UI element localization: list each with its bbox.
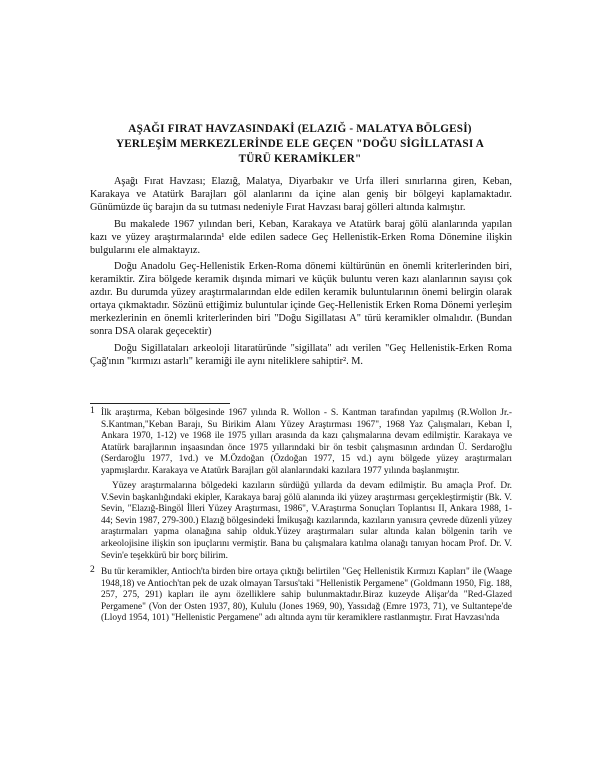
footnote-number: 1 bbox=[90, 406, 95, 416]
article-title bbox=[90, 122, 510, 167]
footnotes bbox=[90, 408, 512, 625]
footnote-2 bbox=[90, 567, 512, 625]
footnote-number: 2 bbox=[90, 565, 95, 576]
paragraph-2: Bu makalede 1967 yılından beri, Keban, Karakaya ve Atatürk baraj gölü alanlarında yapılan kazı ve yüzey araştırmalarında¹ elde edilen sadece Geç Hellenistik-Erken Roma Dönemine ilişkin bulgularını ele almaktayız. bbox=[90, 218, 512, 256]
paragraph-3: Doğu Anadolu Geç-Hellenistik Erken-Roma dönemi kültürünün en önemli kriterlerinden biri, keramiktir. Zira bölgede keramik dışında mimari ve küçük buluntu veren kazı alanlarının sayısı çok azdır. Bu durumda yüzey araştırmalarından elde edilen keramik buluntularının önemi belirgin olarak ortaya çıkmaktadır. Sözünü ettiğimiz buluntular içinde Geç-Hellenistik Erken Roma Dönemi yerleşim merkezlerinin en önemli kriterlerinden biri "Doğu Sigillatası A" türü keramikler olmalıdır. (Bundan sonra DSA olarak geçecektir) bbox=[90, 261, 512, 337]
footnote-divider bbox=[90, 403, 230, 404]
paragraph-1: Aşağı Fırat Havzası; Elazığ, Malatya, Diyarbakır ve Urfa illeri sınırlarına giren, Keban, Karakaya ve Atatürk Barajları göl alanlarını da içine alan geniş bir bölgeyi kaplamaktadır. Günümüzde üç barajın da su tutması nedeniyle Fırat Havzası baraj gölleri altında kalmıştır. bbox=[90, 176, 512, 213]
footnote-1 bbox=[90, 408, 512, 562]
footnote-text: İlk araştırma, Keban bölgesinde 1967 yılında R. Wollon - S. Kantman tarafından yapılmış (R.Wollon Jr.- S.Kantman,"Keban Barajı, Su Birikim Alanı Yüzey Araştırması 1967", 1968 Yaz Çalışmaları, Keban I, Ankara 1970, 1-12) ve 1968 ile 1975 yılları arasında da kazı çalışmalarına devam edilmiştir. Karakaya ve Atatürk barajlarının inşaasından önce 1975 yıllarındaki bir ön tesbit çalışmasının ardından Ü. Serdaroğlu (Serdaroğlu 1977, 1vd.) ve M.Özdoğan (Özdoğan 1977, 15 vd.) aynı bölgede yüzey araştırmaları yapmışlardır. Karakaya ve Atatürk Barajları göl alanlarındaki kazılara 1977 yılında başlanmıştır. bbox=[101, 408, 512, 476]
title-line-1: AŞAĞI FIRAT HAVZASINDAKİ (ELAZIĞ - MALATYA BÖLGESİ) bbox=[128, 123, 472, 135]
footnote-continuation: Yüzey araştırmalarına bölgedeki kazıların sürdüğü yıllarda da devam edilmiştir. Bu amaçla Prof. Dr. V.Sevin başkanlığındaki ekipler, Karakaya baraj gölü alanında iki yüzey araştırması gerçekleştirmiştir (Bk. V. Sevin, "Elazığ-Bingöl İlleri Yüzey Araştırması, 1986", V.Araştırma Sonuçları Toplantısı II, Ankara 1988, 1-44; Sevin 1987, 279-300.) Elazığ bölgesindeki İmikuşağı kazılarında, kazıların yanısıra çevrede düzenli yüzey araştırmaları yapma olanağına sahip olduk.Yüzey araştırmaları sular altında kalan bölgenin tarih ve arkeolojisine ilişkin son ipuçlarını vermiştir. Bana bu çalışmalara katılma olanağı tanıyan hocam Prof. Dr. V. Sevin'e teşekkürü bir borç bilirim. bbox=[101, 481, 512, 561]
footnote-text: Bu tür keramikler, Antioch'ta birden bire ortaya çıktığı belirtilen "Geç Hellenistik Kırmızı Kapları" ile (Waage 1948,18) ve Antioch'tan pek de uzak olmayan Tarsus'taki "Hellenistik Pergamene" (Goldmann 1950, Fig. 188, 257, 275, 291) kapları ile aynı özelliklere sahip bulunmaktadır.Biraz kuzeyde Alişar'da "Red-Glazed Pergamene" (Von der Osten 1937, 80), Kululu (Jones 1969, 90), Yassıdağ (Emre 1973, 71), ve Sultantepe'de (Lloyd 1954, 101) "Hellenistic Pergamene" adı altında aynı tür keramiklere rastlanmıştır. Fırat Havzası'nda bbox=[101, 567, 512, 624]
article-body bbox=[90, 176, 512, 373]
paragraph-4: Doğu Sigillataları arkeoloji litaratüründe "sigillata" adı verilen "Geç Hellenistik-Erken Roma Çağ'ının "kırmızı astarlı" keramiği ile aynı niteliklere sahiptir². M. bbox=[90, 342, 512, 367]
title-line-3: TÜRÜ KERAMİKLER" bbox=[238, 153, 362, 165]
title-line-2: YERLEŞİM MERKEZLERİNDE ELE GEÇEN "DOĞU SİGİLLATASI A bbox=[115, 138, 485, 150]
